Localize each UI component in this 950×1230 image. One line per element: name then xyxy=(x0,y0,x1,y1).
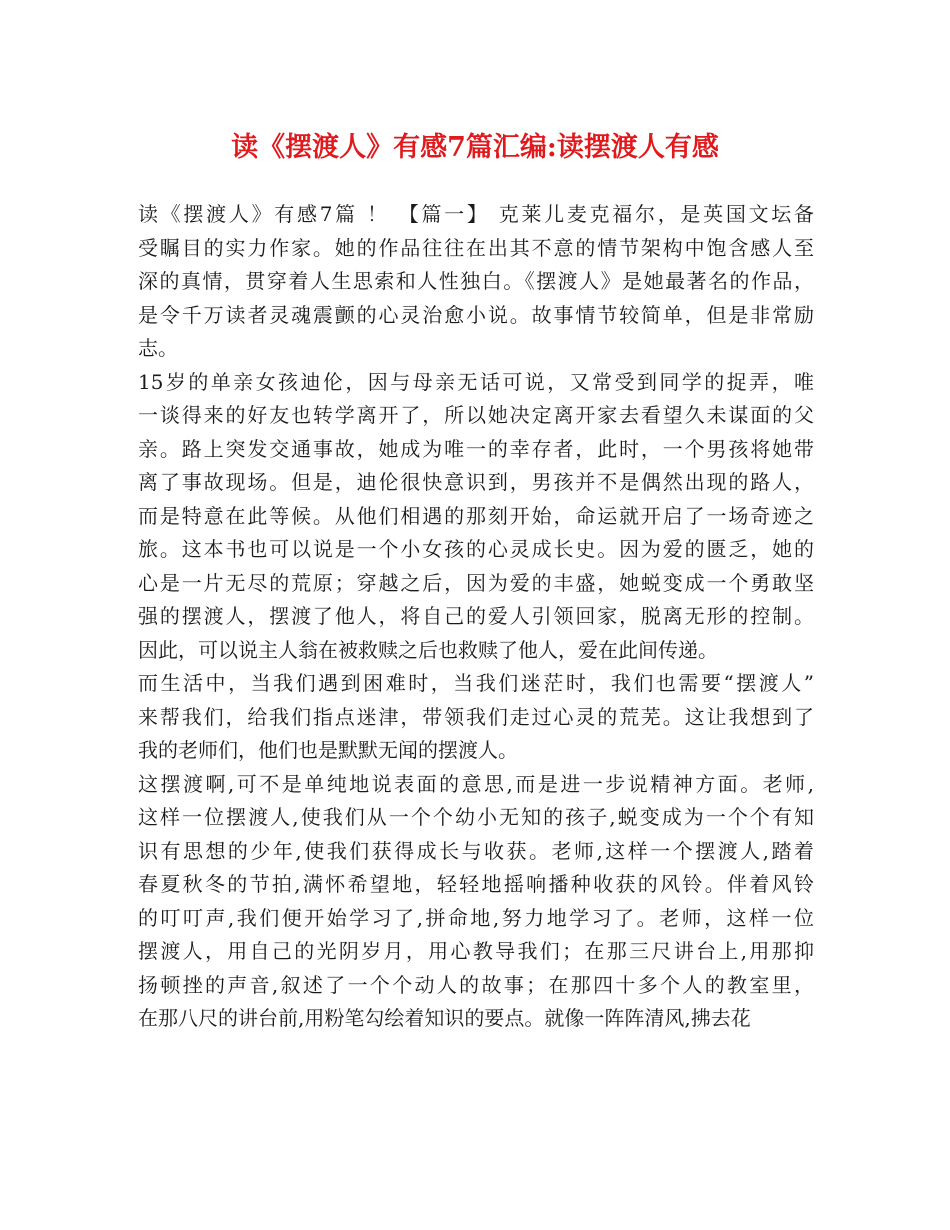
body-line: 我的老师们，他们也是默默无闻的摆渡人。 xyxy=(138,738,518,762)
body-line: 一谈得来的好友也转学离开了，所以她决定离开家去看望久未谋面的父 xyxy=(138,403,814,427)
body-line: 在那八尺的讲台前,用粉笔勾绘着知识的要点。就像一阵阵清风,拂去花 xyxy=(138,1006,751,1030)
body-line: 志。 xyxy=(138,336,178,360)
body-line: 识有思想的少年,使我们获得成长与收获。老师,这样一个摆渡人,踏着 xyxy=(138,838,814,863)
body-line: 而生活中，当我们遇到困难时，当我们迷茫时，我们也需要“摆渡人” xyxy=(138,671,814,695)
body-line: 这摆渡啊,可不是单纯地说表面的意思,而是进一步说精神方面。老师, xyxy=(138,771,814,796)
body-line: 读《摆渡人》有感7篇 ！ 【篇一】 克莱儿麦克福尔，是英国文坛备 xyxy=(138,202,814,226)
body-line: 而是特意在此等候。从他们相遇的那刻开始，命运就开启了一场奇迹之 xyxy=(138,503,814,528)
body-line: 离了事故现场。但是，迪伦很快意识到，男孩并不是偶然出现的路人， xyxy=(138,470,814,494)
body-line: 深的真情，贯穿着人生思索和人性独白。《摆渡人》是她最著名的作品， xyxy=(138,269,814,293)
body-line: 亲。路上突发交通事故，她成为唯一的幸存者，此时，一个男孩将她带 xyxy=(138,436,814,461)
body-line: 的叮叮声,我们便开始学习了,拼命地,努力地学习了。老师，这样一位 xyxy=(138,905,814,930)
body-line: 15岁的单亲女孩迪伦，因与母亲无话可说，又常受到同学的捉弄，唯 xyxy=(138,369,814,394)
document-title: 读《摆渡人》有感7篇汇编:读摆渡人有感 xyxy=(231,132,719,163)
body-line: 受瞩目的实力作家。她的作品往往在出其不意的情节架构中饱含感人至 xyxy=(138,235,814,260)
body-line: 旅。这本书也可以说是一个小女孩的心灵成长史。因为爱的匮乏，她的 xyxy=(138,537,814,561)
body-line: 扬顿挫的声音,叙述了一个个动人的故事；在那四十多个人的教室里， xyxy=(138,972,814,997)
body-line: 春夏秋冬的节拍,满怀希望地，轻轻地摇响播种收获的风铃。伴着风铃 xyxy=(138,872,814,896)
body-line: 因此，可以说主人翁在被救赎之后也救赎了他人，爱在此间传递。 xyxy=(138,637,718,662)
document-body xyxy=(138,198,814,1036)
body-line: 来帮我们，给我们指点迷津，带领我们走过心灵的荒芜。这让我想到了 xyxy=(138,704,814,729)
body-line: 强的摆渡人，摆渡了他人，将自己的爱人引领回家，脱离无形的控制。 xyxy=(138,604,814,628)
body-line: 是令千万读者灵魂震颤的心灵治愈小说。故事情节较简单，但是非常励 xyxy=(138,302,814,327)
body-line: 摆渡人，用自己的光阴岁月，用心教导我们；在那三尺讲台上,用那抑 xyxy=(138,939,814,963)
body-line: 心是一片无尽的荒原；穿越之后，因为爱的丰盛，她蜕变成一个勇敢坚 xyxy=(138,570,814,595)
body-line: 这样一位摆渡人,使我们从一个个幼小无知的孩子,蜕变成为一个个有知 xyxy=(138,805,814,829)
